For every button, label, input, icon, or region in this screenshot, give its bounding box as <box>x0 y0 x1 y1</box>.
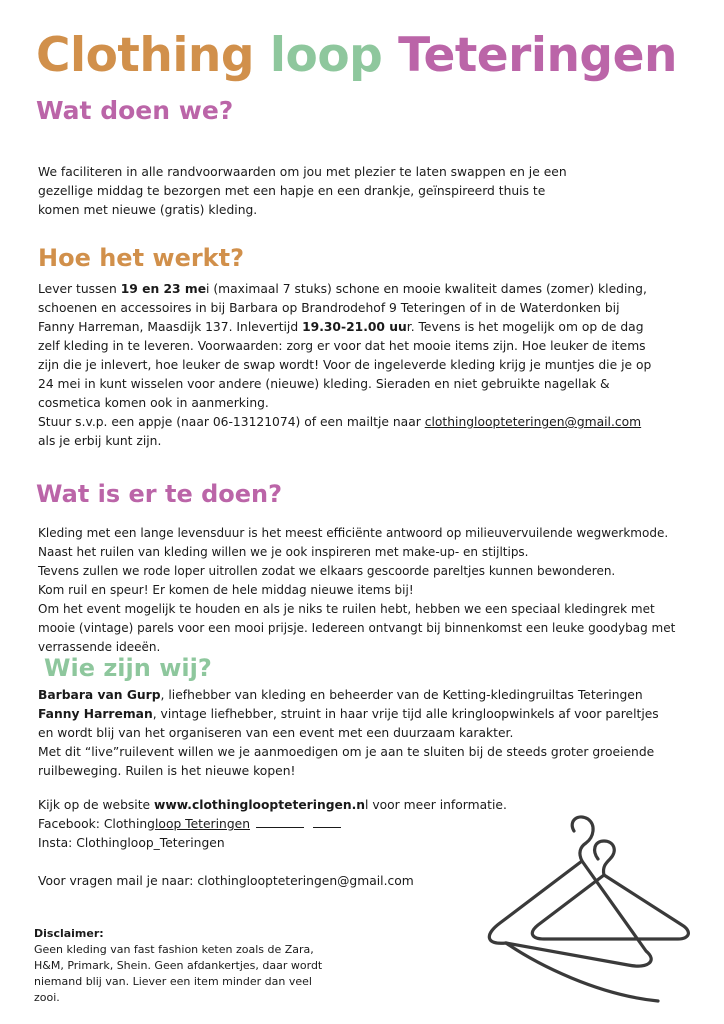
email-link[interactable]: clothinglooptetering​en@gmail.com <box>424 415 642 429</box>
title-loop: loop <box>269 28 383 83</box>
disclaimer-block <box>34 926 354 1006</box>
website-link[interactable]: www.clothingloopteteringen.n <box>154 798 366 812</box>
heading-wat-doen-we: Wat doen we? <box>36 96 234 125</box>
paragraph-line: schoenen en accessoires in bij Barbara op Brandrodehof 9 Teteringen of in de Waterdonken bij <box>38 301 620 315</box>
paragraph-line: Kom ruil en speur! Er komen de hele middag nieuwe items bij! <box>38 583 414 597</box>
website-line <box>38 796 558 815</box>
paragraph-line: Tevens zullen we rode loper uitrollen zodat we elkaars gescoorde pareltjes kunnen bewonderen. <box>38 564 616 578</box>
disclaimer-line: niemand blij van. Liever een item minder dan veel <box>34 975 312 988</box>
person-name-fanny: Fanny Harreman <box>38 707 153 721</box>
paragraph-line <box>38 686 708 705</box>
paragraph-line: en wordt blij van het organiseren van een event met een duurzaam karakter. <box>38 726 514 740</box>
paragraph-line: Met dit “live”ruilevent willen we je aanmoedigen om je aan te sluiten bij de steeds groter groeiende <box>38 745 655 759</box>
vragen-line: Voor vragen mail je naar: clothingloopteteringen@gmail.com <box>38 874 414 888</box>
title-teteringen: Teteringen <box>398 28 677 83</box>
paragraph-line: Naast het ruilen van kleding willen we je ook inspireren met make-up- en stijltips. <box>38 545 529 559</box>
heading-wat-is-er-te-doen: Wat is er te doen? <box>36 480 283 508</box>
section-wat-is-er-te-doen-text <box>38 524 708 657</box>
disclaimer-line: Geen kleding van fast fashion keten zoals de Zara, <box>34 943 314 956</box>
clothes-hanger-icon <box>478 815 698 1015</box>
paragraph-line <box>38 280 708 299</box>
hanger-front-bar <box>506 943 658 1001</box>
text-run: , vintage liefhebber, struint in haar vrije tijd alle kringloopwinkels af voor pareltjes <box>152 707 659 721</box>
hanger-back-body <box>532 875 688 939</box>
date-range-bold: 19 en 23 me <box>120 282 207 296</box>
disclaimer-line: H&M, Primark, Shein. Geen afdankertjes, daar wordt <box>34 959 323 972</box>
hanger-front-hook <box>572 817 593 861</box>
disclaimer-line: zooi. <box>34 991 60 1004</box>
text-run: r. Tevens is het mogelijk om op de dag <box>406 320 644 334</box>
paragraph-line <box>38 413 708 432</box>
text-run: Kijk op de website <box>38 798 154 812</box>
text-run: i (maximaal 7 stuks) schone en mooie kwaliteit dames (zomer) kleding, <box>206 282 647 296</box>
time-range-bold: 19.30-21.00 uu <box>302 320 407 334</box>
paragraph-line: komen met nieuwe (gratis) kleding. <box>38 203 258 217</box>
insta-line: Insta: Clothingloop_Teteringen <box>38 836 225 850</box>
text-run: , liefhebber van kleding en beheerder van de Ketting-kledingruiltas Teteringen <box>160 688 643 702</box>
paragraph-line: ruilbeweging. Ruilen is het nieuwe kopen! <box>38 764 296 778</box>
paragraph-line: cosmetica komen ook in aanmerking. <box>38 396 269 410</box>
person-name-barbara: Barbara van Gurp <box>38 688 161 702</box>
paragraph-line: mooie (vintage) parels voor een mooi prijsje. Iedereen ontvangt bij binnenkomst een leuke goodybag met <box>38 621 676 635</box>
section-wat-doen-we-text <box>38 163 698 220</box>
paragraph-line: als je erbij kunt zijn. <box>38 434 162 448</box>
paragraph-line: zelf kleding in te leveren. Voorwaarden: zorg er voor dat het mooie items zijn. Hoe leuker de items <box>38 339 646 353</box>
section-wie-zijn-wij-text <box>38 686 708 781</box>
paragraph-line: Om het event mogelijk te houden en als je niks te ruilen hebt, hebben we een speciaal kledingrek met <box>38 602 655 616</box>
paragraph-line: verrassende ideeën. <box>38 640 161 654</box>
disclaimer-heading: Disclaimer: <box>34 927 104 940</box>
title-clothing: Clothing <box>36 28 255 83</box>
page-title <box>36 28 677 84</box>
text-run: Facebook: Clothing <box>38 817 155 831</box>
heading-wie-zijn-wij: Wie zijn wij? <box>44 654 212 682</box>
section-hoe-het-werkt-text <box>38 280 708 451</box>
paragraph-line: We faciliteren in alle randvoorwaarden om jou met plezier te laten swappen en je een <box>38 165 567 179</box>
blank-line <box>256 815 304 828</box>
hanger-front-body <box>489 861 651 966</box>
paragraph-line: gezellige middag te bezorgen met een hapje en een drankje, geïnspireerd thuis te <box>38 184 546 198</box>
paragraph-line <box>38 318 708 337</box>
blank-line <box>313 815 341 828</box>
heading-hoe-het-werkt: Hoe het werkt? <box>38 244 245 272</box>
hanger-back-hook <box>595 841 615 875</box>
paragraph-line: Kleding met een lange levensduur is het meest efficiënte antwoord op milieuvervuilende wegwerkmode. <box>38 526 669 540</box>
paragraph-line: zijn die je inlevert, hoe leuker de swap wordt! Voor de ingeleverde kleding krijg je muntjes die je op <box>38 358 652 372</box>
facebook-link[interactable]: loop Teteringen <box>155 817 250 831</box>
text-run: Stuur s.v.p. een appje (naar 06-13121074) of een mailtje naar <box>38 415 425 429</box>
paragraph-line <box>38 705 708 724</box>
text-run: l voor meer informatie. <box>365 798 507 812</box>
paragraph-line: 24 mei in kunt wisselen voor andere (nieuwe) kleding. Sieraden en niet gebruikte nagellak & <box>38 377 610 391</box>
text-run: Fanny Harreman, Maasdijk 137. Inlevertijd <box>38 320 303 334</box>
text-run: Lever tussen <box>38 282 121 296</box>
